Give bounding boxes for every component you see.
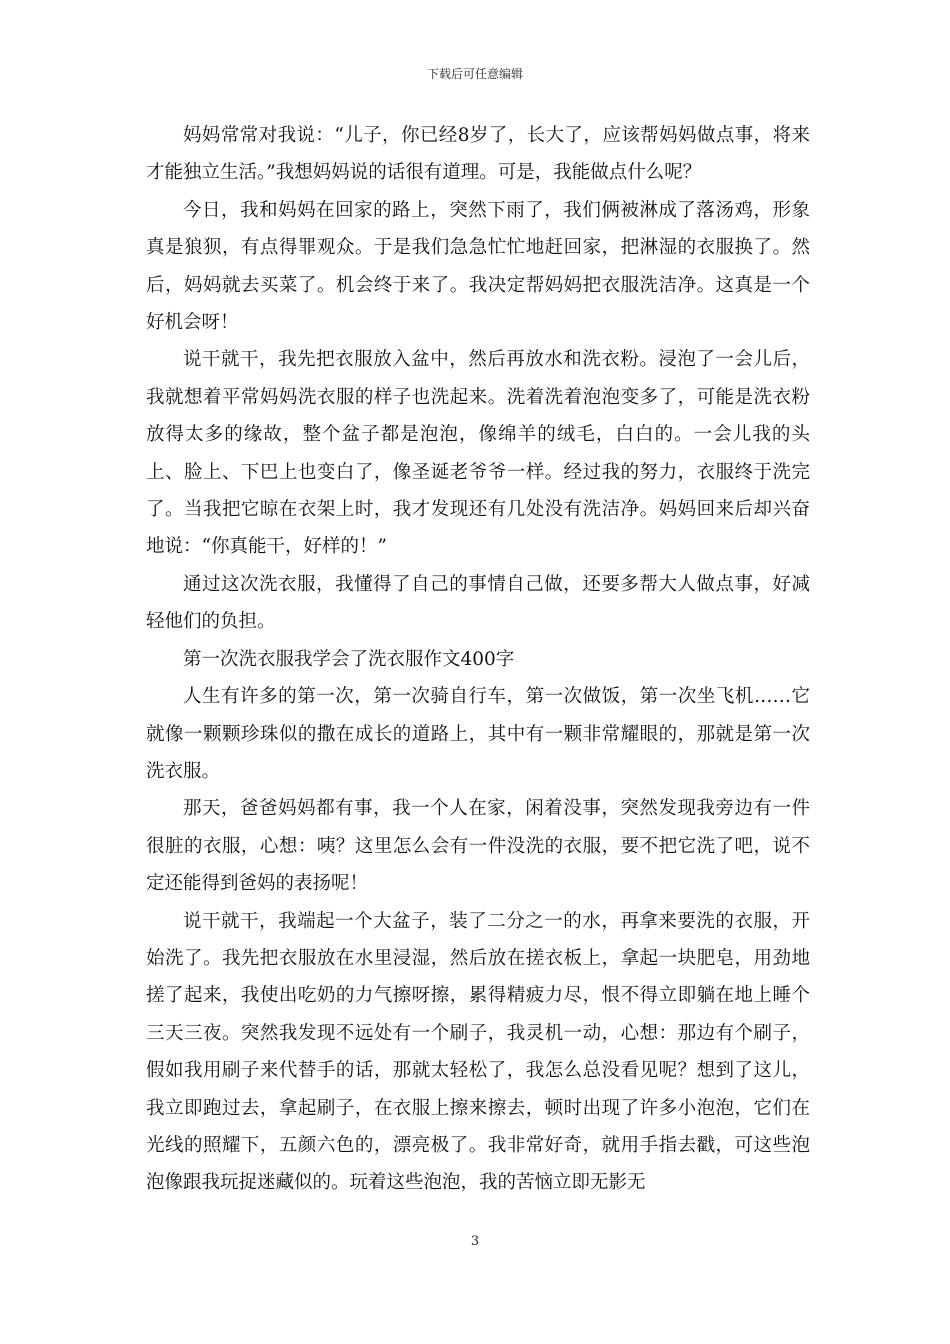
page-number: 3 — [470, 1234, 480, 1249]
paragraph: 那天，爸爸妈妈都有事，我一个人在家，闲着没事，突然发现我旁边有一件很脏的衣服，心想：咦？这里怎么会有一件没洗的衣服，要不把它洗了吧，说不定还能得到爸妈的表扬呢！ — [146, 798, 810, 895]
paragraph: 妈妈常常对我说：“儿子，你已经8岁了，长大了，应该帮妈妈做点事，将来才能独立生活。”我想妈妈说的话很有道理。可是，我能做点什么呢？ — [146, 125, 810, 184]
paragraph: 说干就干，我先把衣服放入盆中，然后再放水和洗衣粉。浸泡了一会儿后，我就想着平常妈妈洗衣服的样子也洗起来。洗着洗着泡泡变多了，可能是洗衣粉放得太多的缘故，整个盆子都是泡泡，像绵羊的绒毛，白白的。一会儿我的头上、脸上、下巴上也变白了，像圣诞老爷爷一样。经过我的努力，衣服终于洗完了。当我把它晾在衣架上时，我才发现还有几处没有洗洁净。妈妈回来后却兴奋地说：“你真能干，好样的！” — [146, 349, 810, 558]
paragraph: 人生有许多的第一次，第一次骑自行车，第一次做饭，第一次坐飞机……它就像一颗颗珍珠似的撒在成长的道路上，其中有一颗非常耀眼的，那就是第一次洗衣服。 — [146, 686, 810, 782]
paragraph: 说干就干，我端起一个大盆子，装了二分之一的水，再拿来要洗的衣服，开始洗了。我先把衣服放在水里浸湿，然后放在搓衣板上，拿起一块肥皂，用劲地搓了起来，我使出吃奶的力气擦呀擦，累得精疲力尽，恨不得立即躺在地上睡个三天三夜。突然我发现不远处有一个刷子，我灵机一动，心想：那边有个刷子，假如我用刷子来代替手的话，那就太轻松了，我怎么总没看见呢？想到了这儿，我立即跑过去，拿起刷子，在衣服上擦来擦去，顿时出现了许多小泡泡，它们在光线的照耀下，五颜六色的，漂亮极了。我非常好奇，就用手指去戳，可这些泡泡像跟我玩捉迷藏似的。玩着这些泡泡，我的苦恼立即无影无 — [146, 910, 810, 1194]
document-body — [146, 117, 810, 1202]
page-header: 下载后可任意编辑 — [426, 67, 523, 81]
paragraph: 通过这次洗衣服，我懂得了自己的事情自己做，还要多帮大人做点事，好减轻他们的负担。 — [146, 573, 810, 633]
paragraph: 今日，我和妈妈在回家的路上，突然下雨了，我们俩被淋成了落汤鸡，形象真是狼狈，有点得罪观众。于是我们急急忙忙地赶回家，把淋湿的衣服换了。然后，妈妈就去买菜了。机会终于来了。我决定帮妈妈把衣服洗洁净。这真是一个好机会呀！ — [146, 199, 810, 334]
essay-title: 第一次洗衣服我学会了洗衣服作文400字 — [183, 648, 515, 670]
